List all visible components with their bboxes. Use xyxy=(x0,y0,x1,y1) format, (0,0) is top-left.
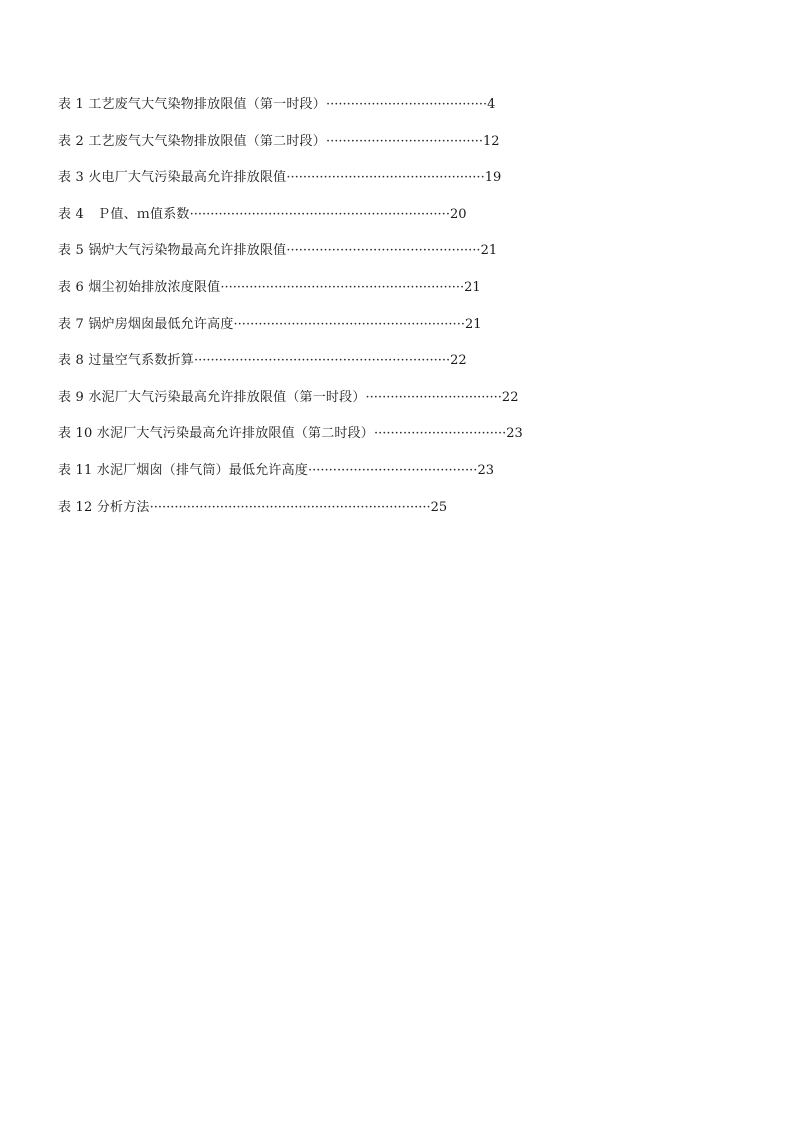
toc-entry-leader: ································ xyxy=(374,426,507,442)
toc-entry-title: 表 7 锅炉房烟囱最低允许高度 xyxy=(58,316,234,332)
toc-entry-table-7[interactable] xyxy=(58,314,658,351)
toc-entry-page-number: 23 xyxy=(477,462,494,478)
toc-entry-title: 表 3 火电厂大气污染最高允许排放限值 xyxy=(58,170,287,186)
toc-entry-table-10[interactable] xyxy=(58,423,658,460)
toc-entry-page-number: 23 xyxy=(506,426,523,442)
toc-entry-table-2[interactable] xyxy=(58,131,658,168)
toc-entry-table-11[interactable] xyxy=(58,460,658,497)
toc-entry-table-3[interactable] xyxy=(58,167,658,204)
toc-entry-page-number: 22 xyxy=(501,389,519,405)
toc-entry-page-number: 21 xyxy=(464,279,481,295)
table-of-contents xyxy=(58,94,658,533)
toc-entry-table-8[interactable] xyxy=(58,350,658,387)
toc-entry-title: 表 4 Ｐ值、ｍ值系数 xyxy=(58,206,190,222)
toc-entry-table-12[interactable] xyxy=(58,497,658,534)
toc-entry-page-number: 22 xyxy=(450,353,467,369)
toc-entry-leader: ········································· xyxy=(308,462,478,478)
toc-entry-table-4[interactable] xyxy=(58,204,658,241)
toc-entry-leader: ······························································· xyxy=(189,206,450,222)
toc-entry-leader: ···································································· xyxy=(149,499,431,515)
toc-entry-leader: ······································· xyxy=(325,97,488,112)
toc-entry-leader: ······································ xyxy=(325,133,483,149)
toc-entry-leader: ································· xyxy=(365,389,502,405)
toc-entry-leader: ······························································ xyxy=(193,353,451,369)
toc-entry-title: 表 6 烟尘初始排放浓度限值 xyxy=(58,279,221,295)
toc-entry-leader: ················································ xyxy=(286,170,485,186)
toc-entry-leader: ··············································· xyxy=(286,243,481,259)
toc-entry-title: 表 10 水泥厂大气污染最高允许排放限值（第二时段） xyxy=(58,426,375,442)
toc-entry-title: 表 12 分析方法 xyxy=(58,499,150,515)
toc-entry-page-number: 20 xyxy=(449,206,467,222)
toc-entry-title: 表 9 水泥厂大气污染最高允许排放限值（第一时段） xyxy=(58,389,366,405)
toc-entry-page-number: 12 xyxy=(482,133,500,149)
toc-entry-title: 表 2 工艺废气大气染物排放限值（第二时段） xyxy=(58,133,326,149)
toc-entry-page-number: 25 xyxy=(430,499,448,515)
toc-entry-leader: ························································ xyxy=(233,316,465,332)
toc-entry-title: 表 1 工艺废气大气染物排放限值（第一时段） xyxy=(58,97,326,112)
toc-entry-leader: ··························································· xyxy=(220,279,465,295)
toc-entry-title: 表 11 水泥厂烟囱（排气筒）最低允许高度 xyxy=(58,462,309,478)
toc-entry-table-5[interactable] xyxy=(58,240,658,277)
toc-entry-table-6[interactable] xyxy=(58,277,658,314)
toc-entry-table-1[interactable] xyxy=(58,94,658,131)
toc-entry-title: 表 5 锅炉大气污染物最高允许排放限值 xyxy=(58,243,287,259)
toc-entry-page-number: 19 xyxy=(484,170,502,186)
toc-entry-table-9[interactable] xyxy=(58,387,658,424)
toc-entry-title: 表 8 过量空气系数折算 xyxy=(58,353,194,369)
toc-entry-page-number: 4 xyxy=(487,97,496,112)
toc-entry-page-number: 21 xyxy=(480,243,498,259)
toc-entry-page-number: 21 xyxy=(464,316,482,332)
